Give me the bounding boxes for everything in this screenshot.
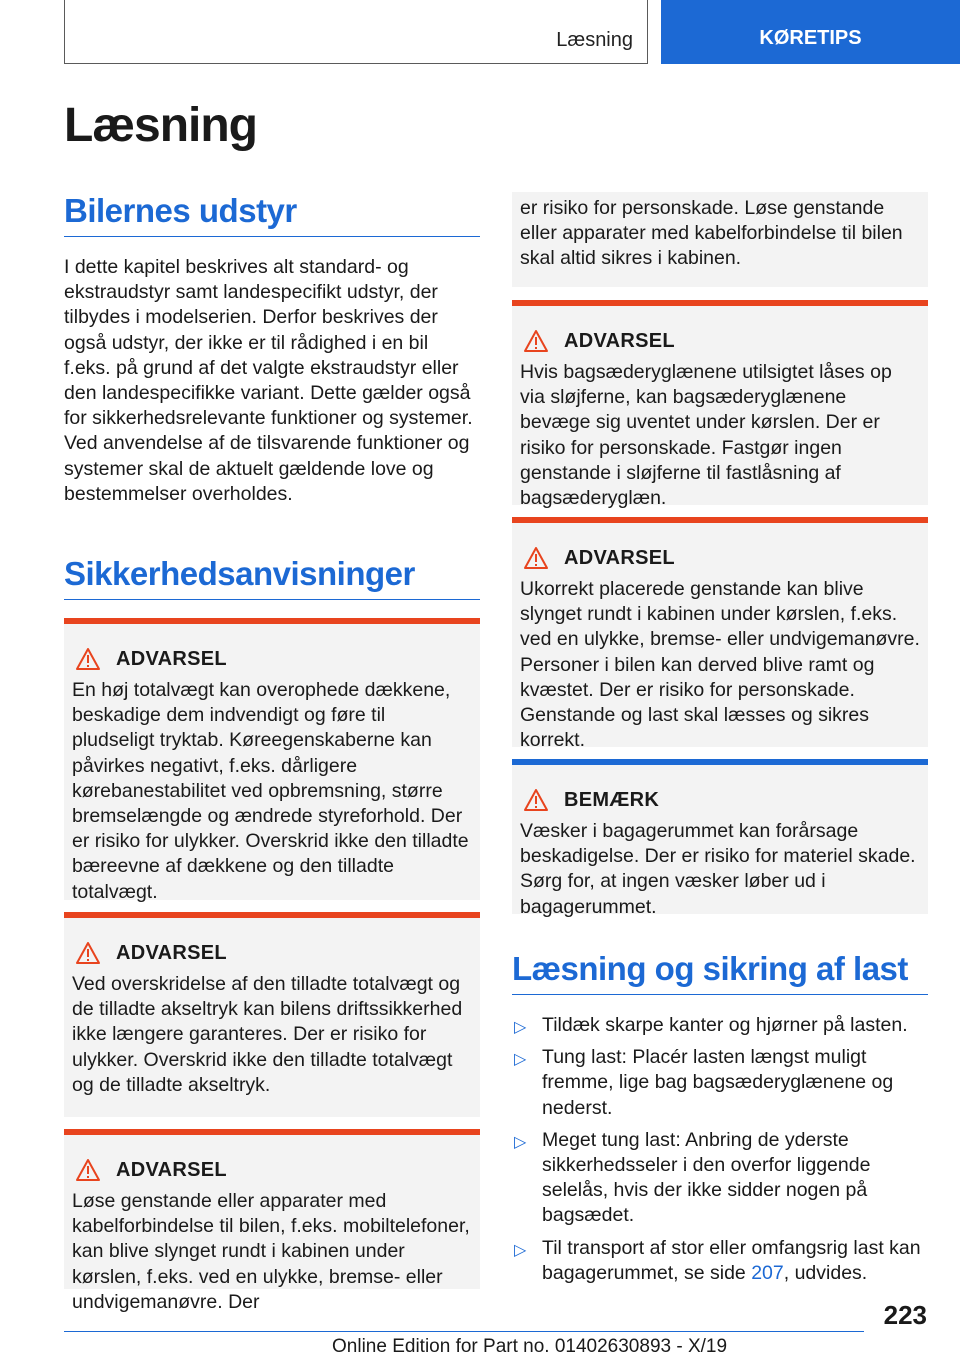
notice-header bbox=[520, 328, 920, 354]
warning-notice bbox=[64, 618, 480, 903]
notice-text: er risiko for personskade. Løse genstande eller apparater med kabelforbindelse til bilen skal altid sikres i kabinen. bbox=[520, 197, 903, 270]
right-column bbox=[512, 192, 928, 1293]
notice-label: ADVARSEL bbox=[116, 1158, 227, 1181]
footer-edition: Online Edition for Part no. 01402630893 - X/19 bbox=[332, 1336, 728, 1357]
warning-triangle-icon bbox=[76, 942, 100, 964]
list-item bbox=[512, 1128, 928, 1229]
load-securing-list bbox=[512, 1013, 928, 1286]
list-item-text: Meget tung last: Anbring de yderste sikkerhedsseler i den overfor liggende selelås, hvis der ikke sidder nogen på bagsædet. bbox=[542, 1128, 871, 1227]
notice-header bbox=[520, 545, 920, 571]
notice-label: ADVARSEL bbox=[116, 941, 227, 964]
intro-paragraph: I dette kapitel beskrives alt standard- og ekstraudstyr samt landespecifikt udstyr, der tilbydes i modelserien. Derfor beskrives der også udstyr, der ikke er til rådighed i en bil f.eks. på grund af det valgte ekstraudstyr eller den landespecifikke variant. Dette gælder også for sikkerhedsrelevante funktioner og systemer. Ved anvendelse af de tilsvarende funktioner og systemer skal de aktuelt gældende love og bestemmelser overholdes. bbox=[64, 256, 473, 505]
notice-text: Løse genstande eller apparater med kabelforbindelse til bilen, f.eks. mobiltelefoner, kan blive slynget rundt i kabinen under kørslen, f.eks. ved en ulykke, bremse- eller undvigemanøvre. Der bbox=[72, 1190, 470, 1313]
heading-laesning-og-sikring: Læsning og sikring af last bbox=[512, 950, 928, 995]
notice-text: Hvis bagsæderyglænene utilsigtet låses op via sløjferne, kan bagsæderyglænene bevæge sig uventet under kørslen. Der er risiko for personskade. Fastgør ingen genstande i sløjferne til fastlåsning af bagsæderyglæn. bbox=[520, 361, 892, 510]
triangle-bullet-icon: ▷ bbox=[514, 1133, 527, 1151]
page-number: 223 bbox=[883, 1300, 927, 1330]
notice-header bbox=[72, 940, 472, 966]
list-item-text: Tung last: Placér lasten længst muligt fremme, lige bag bagsæderyglænene og nederst. bbox=[542, 1046, 894, 1119]
warning-triangle-icon bbox=[524, 789, 548, 811]
warning-notice bbox=[64, 1129, 480, 1313]
notice-label: ADVARSEL bbox=[564, 329, 675, 352]
list-item bbox=[512, 1013, 928, 1038]
notice-text: Væsker i bagagerummet kan forårsage beskadigelse. Der er risiko for materiel skade. Sørg for, at ingen væsker løber ud i bagagerummet. bbox=[520, 820, 916, 918]
triangle-bullet-icon: ▷ bbox=[514, 1241, 527, 1259]
heading-sikkerhedsanvisninger: Sikkerhedsanvisninger bbox=[64, 555, 480, 600]
left-column bbox=[64, 192, 480, 1313]
notice-label: BEMÆRK bbox=[564, 788, 660, 811]
page-title: Læsning bbox=[64, 99, 257, 152]
warning-triangle-icon bbox=[524, 547, 548, 569]
notice-header bbox=[72, 1157, 472, 1183]
header-chapter-tab[interactable]: KØRETIPS bbox=[661, 0, 960, 64]
triangle-bullet-icon: ▷ bbox=[514, 1019, 527, 1036]
notice-label: ADVARSEL bbox=[116, 647, 227, 670]
notice-label: ADVARSEL bbox=[564, 546, 675, 569]
header-section-box bbox=[64, 0, 648, 64]
list-item-text-pre: Til transport af stor eller omfangsrig last kan bagagerummet, se side bbox=[542, 1236, 921, 1284]
notice-header bbox=[520, 787, 920, 813]
header-section-title: Læsning bbox=[556, 29, 633, 51]
list-item bbox=[512, 1045, 928, 1121]
warning-notice bbox=[512, 517, 928, 752]
continued-notice bbox=[512, 192, 928, 287]
triangle-bullet-icon: ▷ bbox=[514, 1051, 527, 1069]
notice-text: Ved overskridelse af den tilladte totalvægt og de tilladte akseltryk kan bilens driftssikkerhed ikke længere garanteres. Der er risiko for ulykker. Overskrid ikke den tilladte totalvægt og de tilladte akseltryk. bbox=[72, 973, 463, 1096]
heading-bilernes-udstyr: Bilernes udstyr bbox=[64, 192, 480, 237]
page-reference-link[interactable]: 207 bbox=[751, 1261, 784, 1284]
footer-divider bbox=[64, 1331, 864, 1332]
warning-notice bbox=[64, 912, 480, 1117]
warning-triangle-icon bbox=[76, 648, 100, 670]
caution-notice bbox=[512, 759, 928, 918]
notice-header bbox=[72, 646, 472, 672]
list-item-text-post: , udvides. bbox=[783, 1261, 868, 1284]
warning-triangle-icon bbox=[76, 1159, 100, 1181]
notice-text: Ukorrekt placerede genstande kan blive slynget rundt i kabinen under kørslen, f.eks. ved en ulykke, bremse- eller undvigemanøvre. Personer i bilen kan derved blive ramt og kvæstet. Der er risiko for personskade. Genstande og last skal læsses og sikres korrekt. bbox=[520, 578, 920, 752]
notice-text: En høj totalvægt kan overophede dækkene, beskadige dem indvendigt og føre til pludseligt tryktab. Køreegenskaberne kan påvirkes negativt, f.eks. dårligere kørebanestabilitet ved opbremsning, større bremselængde og ændrede styreforhold. Der er risiko for ulykker. Overskrid ikke den tilladte bæreevne af dækkene og den tilladte totalvægt. bbox=[72, 679, 469, 903]
list-item bbox=[512, 1236, 928, 1286]
warning-notice bbox=[512, 300, 928, 510]
list-item-text: Tildæk skarpe kanter og hjørner på lasten. bbox=[542, 1014, 908, 1036]
warning-triangle-icon bbox=[524, 330, 548, 352]
